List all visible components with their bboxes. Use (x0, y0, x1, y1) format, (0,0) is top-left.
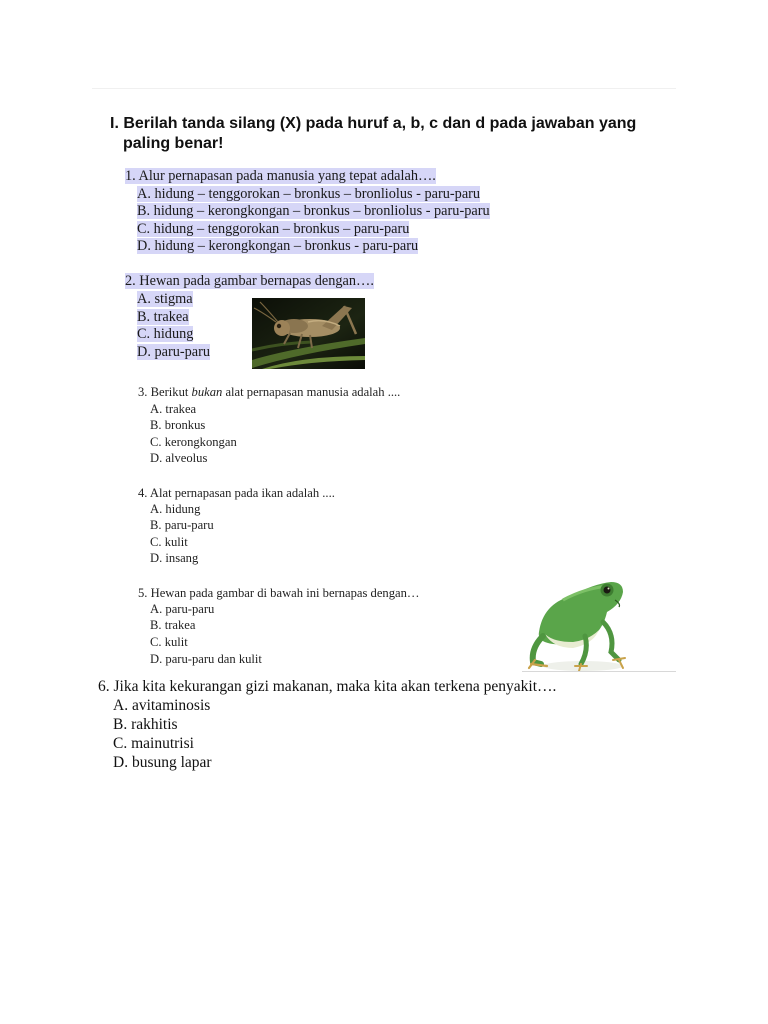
question-2-text: 2. Hewan pada gambar bernapas dengan…. (125, 273, 374, 289)
grasshopper-photo (252, 298, 365, 369)
question-5-option-d[interactable]: D. paru-paru dan kulit (150, 652, 262, 666)
question-3-option-d[interactable]: D. alveolus (150, 451, 208, 465)
question-6-text: 6. Jika kita kekurangan gizi makanan, maka kita akan terkena penyakit…. (98, 678, 557, 695)
heading-line-1: I. Berilah tanda silang (X) pada huruf a, b, c dan d pada jawaban yang (110, 115, 637, 132)
question-4-option-c[interactable]: C. kulit (150, 535, 188, 549)
question-2-option-b[interactable]: B. trakea (137, 309, 189, 325)
question-1-option-b[interactable]: B. hidung – kerongkongan – bronkus – bronliolus - paru-paru (137, 203, 490, 219)
question-5-text: 5. Hewan pada gambar di bawah ini bernapas dengan… (138, 586, 420, 600)
question-1-option-d[interactable]: D. hidung – kerongkongan – bronkus - paru-paru (137, 238, 419, 254)
heading-line-2: paling benar! (123, 135, 224, 152)
question-2-option-a[interactable]: A. stigma (137, 291, 193, 307)
image-bottom-rule (522, 671, 676, 672)
frog-photo (523, 574, 633, 674)
question-4-text: 4. Alat pernapasan pada ikan adalah .... (138, 486, 335, 500)
section-heading (110, 114, 670, 154)
question-5-option-a[interactable]: A. paru-paru (150, 602, 215, 616)
question-1-option-c[interactable]: C. hidung – tenggorokan – bronkus – paru-paru (137, 221, 410, 237)
question-4-option-a[interactable]: A. hidung (150, 502, 201, 516)
question-5-option-c[interactable]: C. kulit (150, 635, 188, 649)
question-3-option-c[interactable]: C. kerongkongan (150, 435, 237, 449)
question-3-option-b[interactable]: B. bronkus (150, 418, 206, 432)
question-3-option-a[interactable]: A. trakea (150, 402, 197, 416)
page-top-rule (92, 88, 676, 89)
question-4-option-b[interactable]: B. paru-paru (150, 518, 214, 532)
question-6-option-c[interactable]: C. mainutrisi (113, 735, 194, 752)
question-2-option-c[interactable]: C. hidung (137, 326, 194, 342)
question-6-option-b[interactable]: B. rakhitis (113, 716, 178, 733)
question-3-text: 3. Berikut bukan alat pernapasan manusia adalah .... (138, 385, 401, 399)
question-6-option-d[interactable]: D. busung lapar (113, 754, 212, 771)
question-6-option-a[interactable]: A. avitaminosis (113, 697, 211, 714)
question-1-option-a[interactable]: A. hidung – tenggorokan – bronkus – bronliolus - paru-paru (137, 186, 481, 202)
question-2-option-d[interactable]: D. paru-paru (137, 344, 211, 360)
question-1-text: 1. Alur pernapasan pada manusia yang tepat adalah…. (125, 168, 436, 184)
question-4-option-d[interactable]: D. insang (150, 551, 199, 565)
question-5-option-b[interactable]: B. trakea (150, 618, 196, 632)
